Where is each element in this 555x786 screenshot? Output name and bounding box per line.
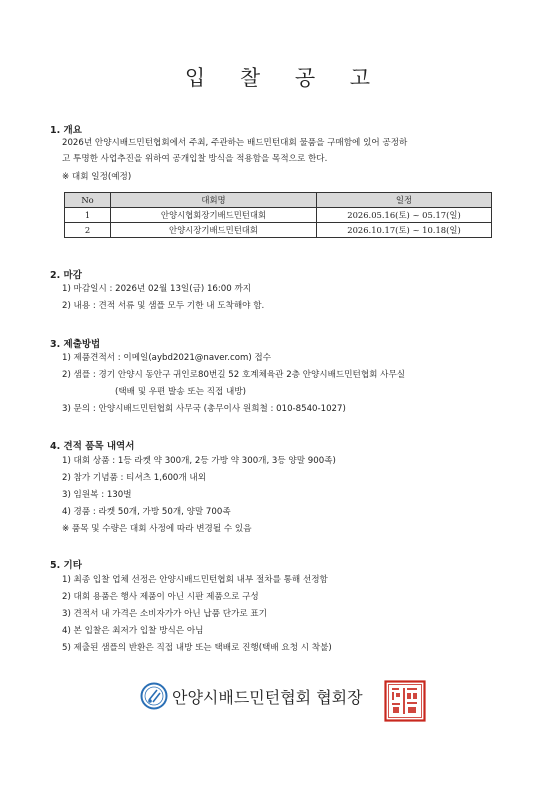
list-item: 1) 마감일시 : 2026년 02월 13일(금) 16:00 까지 xyxy=(62,284,252,294)
table-row xyxy=(65,223,492,238)
list-item: 3) 임원복 : 130벌 xyxy=(62,490,132,500)
schedule-table xyxy=(64,192,492,238)
list-item: 1) 최종 입찰 업체 선정은 안양시배드민턴협회 내부 절차를 통해 선정함 xyxy=(62,575,328,585)
list-item: 4) 경품 : 라켓 50개, 가방 50개, 양말 700족 xyxy=(62,507,231,517)
list-item: 2) 샘플 : 경기 안양시 동안구 귀인로80번길 52 호계체육관 2층 안양시배드민턴협회 사무실 xyxy=(62,370,406,380)
section-1-para-line-1: 2026년 안양시배드민턴협회에서 주최, 주관하는 배드민턴대회 물품을 구매함에 있어 공정하 xyxy=(62,138,408,148)
schedule-note: ※ 대회 일정(예정) xyxy=(62,172,132,182)
section-5-heading: 5. 기타 xyxy=(50,560,82,571)
section-1-heading: 1. 개요 xyxy=(50,125,82,136)
list-item: 2) 내용 : 견적 서류 및 샘플 모두 기한 내 도착해야 함. xyxy=(62,301,265,311)
table-cell-schedule: 2026.05.16(토) ~ 05.17(일) xyxy=(317,208,492,223)
table-cell-no: 1 xyxy=(65,208,111,223)
list-item: 4) 본 입찰은 최저가 입찰 방식은 아님 xyxy=(62,626,204,636)
table-header-no: No xyxy=(65,193,111,208)
official-seal-stamp xyxy=(384,680,426,722)
section-3-heading: 3. 제출방법 xyxy=(50,339,101,350)
section-4-heading: 4. 견적 품목 내역서 xyxy=(50,441,135,452)
section-1-para-line-2: 고 투명한 사업추진을 위하여 공개입찰 방식을 적용함을 목적으로 한다. xyxy=(62,154,328,164)
list-item: 1) 대회 상품 : 1등 라켓 약 300개, 2등 가방 약 300개, 3등 양말 900족) xyxy=(62,456,336,466)
association-signature: 안양시배드민턴협회 협회장 xyxy=(172,688,363,707)
list-item: 1) 제품견적서 : 이메일(aybd2021@naver.com) 접수 xyxy=(62,353,272,363)
list-item: 3) 견적서 내 가격은 소비자가가 아닌 납품 단가로 표기 xyxy=(62,609,268,619)
table-header-schedule: 일정 xyxy=(317,193,492,208)
table-cell-event: 안양시협회장기배드민턴대회 xyxy=(111,208,317,223)
list-item: 3) 문의 : 안양시배드민턴협회 사무국 (총무이사 원희철 : 010-8540-1027) xyxy=(62,404,346,414)
list-item: 2) 참가 기념품 : 티셔츠 1,600개 내외 xyxy=(62,473,207,483)
list-item: 5) 제출된 샘플의 반환은 직접 내방 또는 택배로 진행(택배 요청 시 착불) xyxy=(62,643,332,653)
signature-block xyxy=(140,680,440,716)
table-header-event: 대회명 xyxy=(111,193,317,208)
list-item: 2) 대회 용품은 행사 제품이 아닌 시판 제품으로 구성 xyxy=(62,592,259,602)
association-logo-icon xyxy=(140,682,168,710)
table-cell-schedule: 2026.10.17(토) ~ 10.18(일) xyxy=(317,223,492,238)
table-row xyxy=(65,208,492,223)
list-item-continuation: (택배 및 우편 발송 또는 직접 내방) xyxy=(115,387,247,397)
table-header-row xyxy=(65,193,492,208)
table-cell-event: 안양시장기배드민턴대회 xyxy=(111,223,317,238)
document-title: 입 찰 공 고 xyxy=(184,66,385,90)
table-cell-no: 2 xyxy=(65,223,111,238)
section-2-heading: 2. 마감 xyxy=(50,270,82,281)
list-item-note: ※ 품목 및 수량은 대회 사정에 따라 변경될 수 있음 xyxy=(62,524,252,534)
